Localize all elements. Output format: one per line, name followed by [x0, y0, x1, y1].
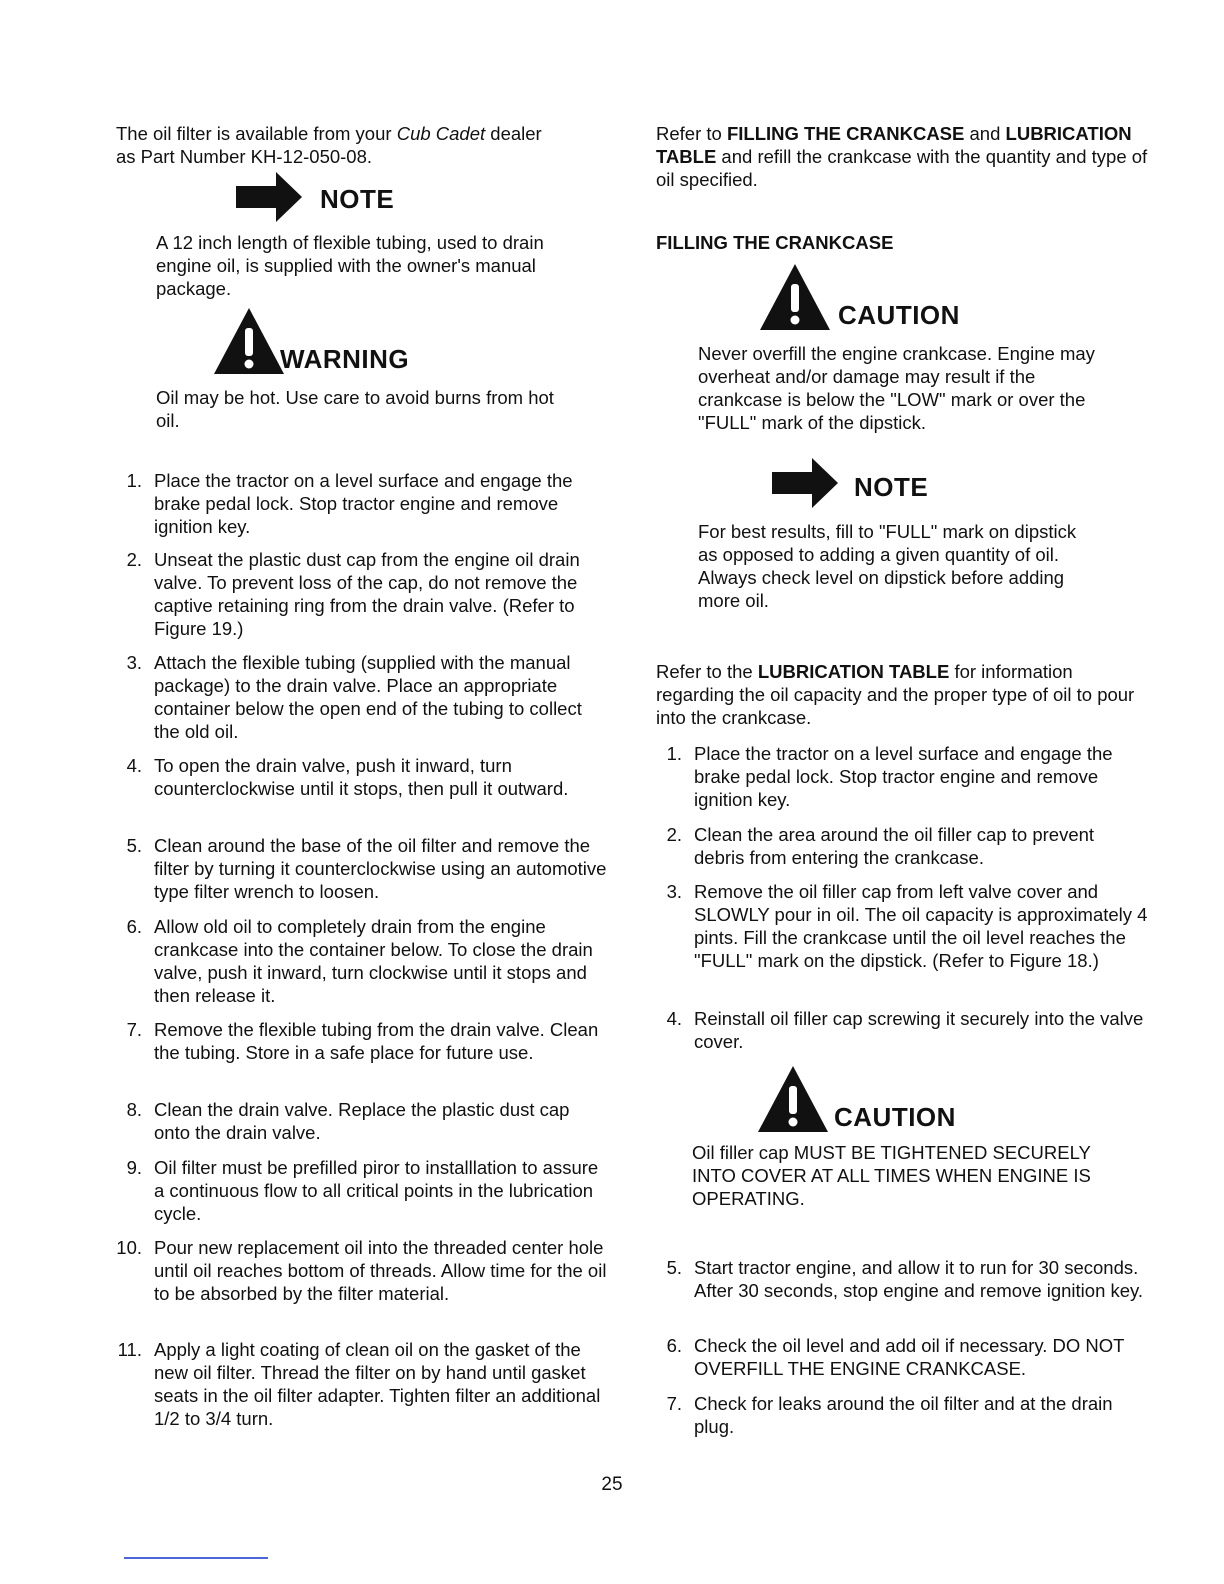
note-label: NOTE — [320, 184, 395, 214]
warning-triangle-icon — [756, 1064, 830, 1134]
brand-name: Cub Cadet — [396, 123, 486, 144]
list-item: 3. Remove the oil filler cap from left valve cover and SLOWLY pour in oil. The oil capacity is approximately 4 pints. Fill the crankcase until the oil level reaches the "FULL" mark on the dipstick. (Refer to Figure 18.) — [666, 881, 1148, 971]
list-item: 5. Clean around the base of the oil filter and remove the filter by turning it counterclockwise using an automotive type filter wrench to loosen. — [126, 835, 607, 902]
caution-header-1 — [758, 262, 960, 332]
note-text: A 12 inch length of flexible tubing, used to drain engine oil, is supplied with the owner's manual package. — [156, 232, 544, 299]
intro-paragraph: The oil filter is available from your Cub Cadet dealer as Part Number KH-12-050-08. — [116, 123, 542, 167]
caution-label: CAUTION — [834, 1102, 956, 1132]
list-item: 2. Unseat the plastic dust cap from the engine oil drain valve. To prevent loss of the cap, do not remove the captive retaining ring from the drain valve. (Refer to Figure 19.) — [126, 549, 580, 639]
list-item: 1. Place the tractor on a level surface and engage the brake pedal lock. Stop tractor engine and remove ignition key. — [126, 470, 573, 537]
section-heading-filling-crankcase: FILLING THE CRANKCASE — [656, 232, 894, 253]
caution-label: CAUTION — [838, 300, 960, 330]
arrow-right-icon — [236, 172, 316, 222]
caution-header-2 — [756, 1064, 956, 1134]
part-number: as Part Number KH-12-050-08. — [116, 146, 373, 167]
fill-steps-list-continued — [656, 1256, 1148, 1438]
fill-steps-list — [656, 742, 1148, 1053]
list-item: 7. Check for leaks around the oil filter and at the drain plug. — [666, 1393, 1113, 1437]
list-item: 4. Reinstall oil filler cap screwing it securely into the valve cover. — [666, 1008, 1144, 1052]
warning-header — [212, 306, 409, 376]
list-item: 2. Clean the area around the oil filler cap to prevent debris from entering the crankcase. — [666, 824, 1095, 868]
list-item: 10. Pour new replacement oil into the threaded center hole until oil reaches bottom of threads. Allow time for the oil to be absorbed by the filter material. — [116, 1237, 607, 1304]
list-item: 7. Remove the flexible tubing from the drain valve. Clean the tubing. Store in a safe place for future use. — [126, 1019, 599, 1063]
note-header-right — [772, 458, 928, 508]
page-number: 25 — [601, 1474, 623, 1495]
list-item: 5. Start tractor engine, and allow it to run for 30 seconds. After 30 seconds, stop engine and remove ignition key. — [666, 1257, 1144, 1301]
warning-triangle-icon — [758, 262, 832, 332]
list-item: 1. Place the tractor on a level surface and engage the brake pedal lock. Stop tractor engine and remove ignition key. — [666, 743, 1113, 810]
caution-text: Oil filler cap MUST BE TIGHTENED SECURELY INTO COVER AT ALL TIMES WHEN ENGINE IS OPERATING. — [692, 1142, 1091, 1209]
warning-label: WARNING — [280, 344, 410, 374]
refer-paragraph-1: Refer to FILLING THE CRANKCASE and LUBRICATION TABLE and refill the crankcase with the quantity and type of oil specified. — [656, 123, 1148, 190]
list-item: 3. Attach the flexible tubing (supplied with the manual package) to the drain valve. Place an appropriate container below the open end of the tubing to collect the old oil. — [126, 652, 582, 742]
warning-triangle-icon — [212, 306, 286, 376]
list-item: 6. Check the oil level and add oil if necessary. DO NOT OVERFILL THE ENGINE CRANKCASE. — [666, 1335, 1125, 1379]
list-item: 8. Clean the drain valve. Replace the plastic dust cap onto the drain valve. — [126, 1099, 570, 1143]
list-item: 6. Allow old oil to completely drain from the engine crankcase into the container below. To close the drain valve, push it inward, turn clockwise until it stops and then release it. — [126, 916, 593, 1006]
list-item: 9. Oil filter must be prefilled piror to installlation to assure a continuous flow to all critical points in the lubrication cycle. — [126, 1157, 599, 1224]
note-header-left — [236, 172, 394, 222]
drain-steps-list — [116, 469, 608, 1430]
refer-paragraph-2: Refer to the LUBRICATION TABLE for information regarding the oil capacity and the proper type of oil to pour into the crankcase. — [656, 661, 1135, 728]
note-label: NOTE — [854, 472, 929, 502]
note-text: For best results, fill to "FULL" mark on dipstick as opposed to adding a given quantity of oil. Always check level on dipstick before adding more oil. — [698, 521, 1077, 611]
footer-divider — [124, 1557, 268, 1559]
arrow-right-icon — [772, 458, 852, 508]
list-item: 11. Apply a light coating of clean oil on the gasket of the new oil filter. Thread the filter on by hand until gasket seats in the oil filter adapter. Tighten filter an additional 1/2 to 3/4 turn. — [117, 1339, 601, 1429]
warning-text: Oil may be hot. Use care to avoid burns from hot oil. — [156, 387, 554, 431]
caution-text: Never overfill the engine crankcase. Engine may overheat and/or damage may result if the crankcase is below the "LOW" mark or over the "FULL" mark of the dipstick. — [698, 343, 1095, 433]
list-item: 4. To open the drain valve, push it inward, turn counterclockwise until it stops, then pull it outward. — [126, 755, 569, 799]
